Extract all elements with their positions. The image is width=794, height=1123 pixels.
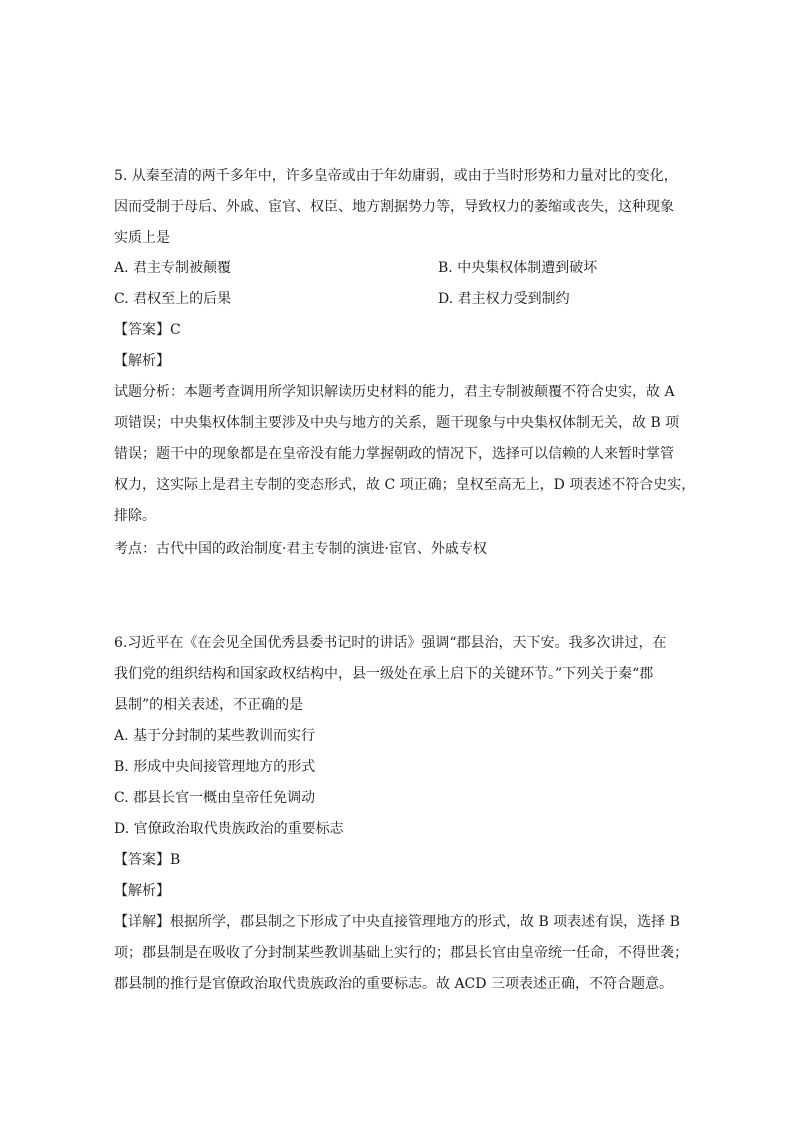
q5-analysis-line-4: 权力，这实际上是君主专制的变态形式，故 C 项正确；皇权至高无上，D 项表述不符合史实，: [114, 477, 696, 493]
q6-stem-line-1: 6.习近平在《在会见全国优秀县委书记时的讲话》强调“郡县治，天下安。我多次讲过，在: [114, 635, 667, 651]
q5-option-a: A. 君主专制被颠覆: [114, 260, 232, 276]
q5-analysis-title: 【解析】: [114, 353, 170, 369]
q5-stem-line-2: 因而受制于母后、外戚、宦官、权臣、地方割据势力等，导致权力的萎缩或丧失，这种现象: [114, 199, 674, 215]
q5-answer: 【答案】C: [114, 322, 181, 338]
q6-stem-line-2: 我们党的组织结构和国家政权结构中，县一级处在承上启下的关键环节。”下列关于秦“郡: [114, 666, 654, 682]
q6-option-a: A. 基于分封制的某些教训而实行: [114, 728, 316, 744]
q6-analysis-title: 【解析】: [114, 883, 170, 899]
q6-answer: 【答案】B: [114, 852, 181, 868]
q6-option-d: D. 官僚政治取代贵族政治的重要标志: [114, 821, 344, 837]
q6-stem-line-3: 县制”的相关表述，不正确的是: [114, 697, 304, 713]
q5-analysis-line-5: 排除。: [114, 508, 156, 524]
q5-option-c: C. 君权至上的后果: [114, 291, 232, 307]
q5-analysis-line-1: 试题分析：本题考查调用所学知识解读历史材料的能力，君主专制被颠覆不符合史实，故 A: [114, 384, 675, 400]
q5-stem-line-3: 实质上是: [114, 230, 170, 246]
q6-option-b: B. 形成中央间接管理地方的形式: [114, 759, 316, 775]
q5-option-d: D. 君主权力受到制约: [438, 291, 570, 307]
q6-analysis-line-3: 郡县制的推行是官僚政治取代贵族政治的重要标志。故 ACD 三项表述正确，不符合题意。: [114, 976, 673, 992]
q5-analysis-line-2: 项错误；中央集权体制主要涉及中央与地方的关系，题干现象与中央集权体制无关，故 B 项: [114, 415, 680, 431]
q6-analysis-line-1: 【详解】根据所学，郡县制之下形成了中央直接管理地方的形式，故 B 项表述有误，选择 B: [114, 914, 680, 930]
q5-option-b: B. 中央集权体制遭到破坏: [438, 260, 598, 276]
q5-analysis-line-3: 错误；题干中的现象都是在皇帝没有能力掌握朝政的情况下，选择可以信赖的人来暂时掌管: [114, 446, 674, 462]
q6-analysis-line-2: 项；郡县制是在吸收了分封制某些教训基础上实行的；郡县长官由皇帝统一任命，不得世袭；: [114, 945, 688, 961]
q5-kaodian: 考点：古代中国的政治制度·君主专制的演进·宦官、外戚专权: [114, 541, 487, 557]
q6-option-c: C. 郡县长官一概由皇帝任免调动: [114, 790, 316, 806]
q5-stem-line-1: 5. 从秦至清的两千多年中，许多皇帝或由于年幼庸弱，或由于当时形势和力量对比的变化，: [114, 168, 678, 184]
